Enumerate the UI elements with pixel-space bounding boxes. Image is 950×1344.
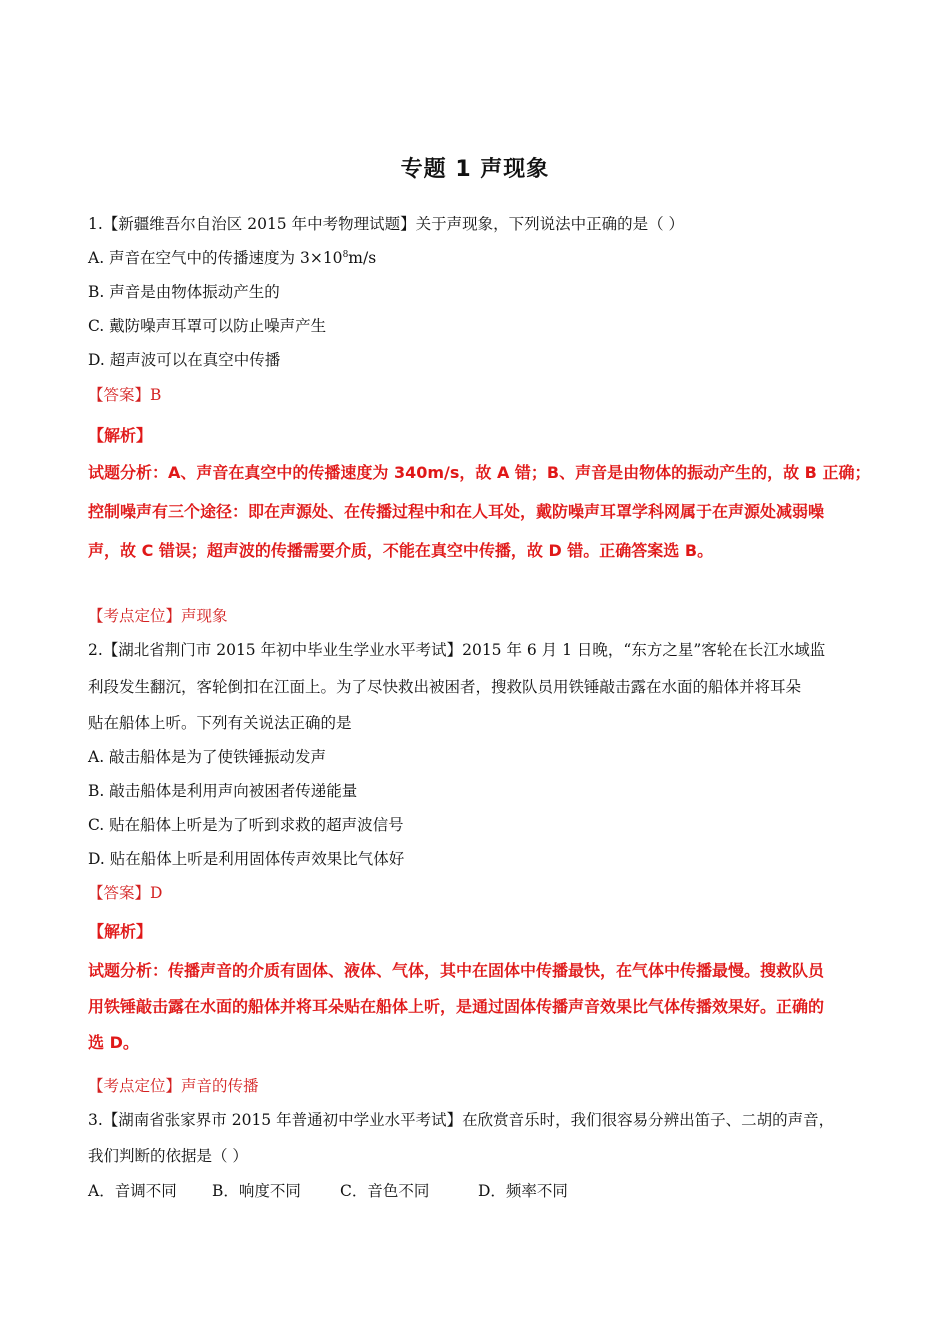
q2-explanation-line-2: 用铁锤敲击露在水面的船体并将耳朵贴在船体上听，是通过固体传播声音效果比气体传播效果好。正确的 xyxy=(88,997,825,1016)
q1-option-a: A. 声音在空气中的传播速度为 $3\times 10^8m/s$ xyxy=(88,249,377,267)
q3-option-d: D．频率不同 xyxy=(478,1182,568,1200)
q2-explanation-line-1: 试题分析：传播声音的介质有固体、液体、气体，其中在固体中传播最快，在气体中传播最慢。搜救队员 xyxy=(88,961,825,980)
q1-knowledge-point: 【考点定位】声现象 xyxy=(88,607,228,625)
q1-option-d: D. 超声波可以在真空中传播 xyxy=(88,351,281,369)
q1-answer: 【答案】B xyxy=(88,386,162,404)
q2-answer: 【答案】D xyxy=(88,884,163,902)
q2-option-a: A. 敲击船体是为了使铁锤振动发声 xyxy=(88,748,327,766)
q1-explanation-line-3: 声，故 C 错误；超声波的传播需要介质，不能在真空中传播，故 D 错。正确答案选 B。 xyxy=(88,541,714,560)
q3-option-c: C．音色不同 xyxy=(340,1182,430,1200)
q2-explanation-line-3: 选 D。 xyxy=(88,1033,139,1052)
q1-explanation-line-1: 试题分析：A、声音在真空中的传播速度为 340m/s，故 A 错；B、声音是由物体的振动产生的，故 B 正确； xyxy=(88,463,871,482)
q3-stem-line-1: 3.【湖南省张家界市 2015 年普通初中学业水平考试】在欣赏音乐时，我们很容易分辨出笛子、二胡的声音， xyxy=(88,1111,835,1129)
q1-option-b: B. 声音是由物体振动产生的 xyxy=(88,283,280,301)
q2-option-b: B. 敲击船体是利用声向被困者传递能量 xyxy=(88,782,358,800)
q3-option-b: B．响度不同 xyxy=(212,1182,301,1200)
watermark xyxy=(656,419,674,455)
q2-option-d: D. 贴在船体上听是利用固体传声效果比气体好 xyxy=(88,850,405,868)
q1-option-c: C. 戴防噪声耳罩可以防止噪声产生 xyxy=(88,317,327,335)
q3-option-a: A．音调不同 xyxy=(88,1182,177,1200)
q1-stem: 1.【新疆维吾尔自治区 2015 年中考物理试题】关于声现象，下列说法中正确的是（ ） xyxy=(88,215,685,233)
q2-analysis-label: 【解析】 xyxy=(88,922,153,941)
q2-option-c: C. 贴在船体上听是为了听到求救的超声波信号 xyxy=(88,816,404,834)
q2-stem-line-2: 利段发生翻沉，客轮倒扣在江面上。为了尽快救出被困者，搜救队员用铁锤敲击露在水面的船体并将耳朵 xyxy=(88,678,802,696)
q1-explanation-line-2: 控制噪声有三个途径：即在声源处、在传播过程中和在人耳处，戴防噪声耳罩学科网属于在声源处减弱噪 xyxy=(88,502,825,521)
q2-stem-line-1: 2.【湖北省荆门市 2015 年初中毕业生学业水平考试】2015 年 6 月 1 日晚，“东方之星”客轮在长江水域监 xyxy=(88,641,826,659)
page-title: 专题 1 声现象 xyxy=(400,157,550,182)
q2-stem-line-3: 贴在船体上听。下列有关说法正确的是 xyxy=(88,714,352,732)
q1-analysis-label: 【解析】 xyxy=(88,426,153,445)
q3-stem-line-2: 我们判断的依据是（ ） xyxy=(88,1147,248,1165)
q2-knowledge-point: 【考点定位】声音的传播 xyxy=(88,1077,259,1095)
